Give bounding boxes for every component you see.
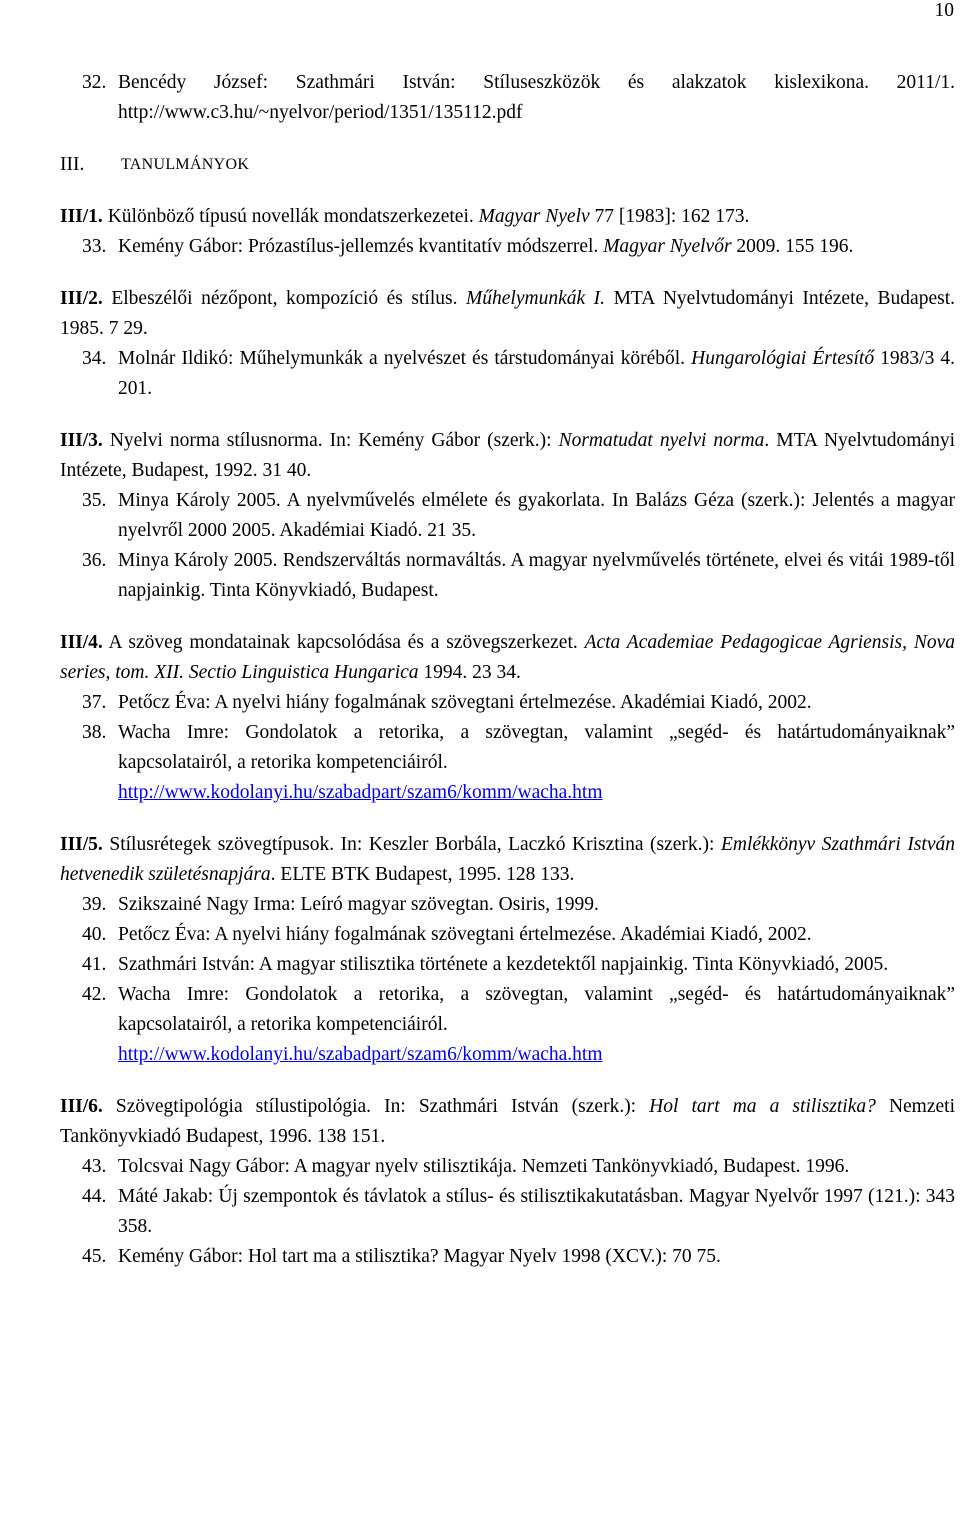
study-item <box>60 830 955 890</box>
study-journal: Acta Academiae Pedagogicae Agriensis, Nova series, tom. XII. Sectio Linguistica Hungarica <box>60 632 956 683</box>
study-text: A szöveg mondatainak kapcsolódása és a szövegszerkezet. <box>102 632 585 653</box>
study-journal: Műhelymunkák I. <box>466 288 606 309</box>
reference-text: Bencédy József: Szathmári István: Stíluseszközök és alakzatok kislexikona. 2011/1. http://www.c3.hu/~nyelvor/period/1351/135112.pdf <box>118 72 955 123</box>
reference-item <box>60 546 955 606</box>
section-roman-numeral: III. <box>60 154 85 175</box>
reference-item <box>60 950 955 980</box>
study-details: MTA Nyelvtudományi Intézete, Budapest. 1985. 7 29. <box>60 288 956 339</box>
reference-item <box>60 890 955 920</box>
study-text: Stílusrétegek szövegtípusok. In: Keszler Borbála, Laczkó Krisztina (szerk.): <box>102 834 721 855</box>
reference-link[interactable]: http://www.kodolanyi.hu/szabadpart/szam6/komm/wacha.htm <box>118 1044 603 1065</box>
reference-item <box>60 718 955 808</box>
study-item <box>60 628 955 688</box>
study-journal: Hol tart ma a stilisztika? <box>649 1096 876 1117</box>
reference-text: Tolcsvai Nagy Gábor: A magyar nyelv stilisztikája. Nemzeti Tankönyvkiadó, Budapest. 1996. <box>118 1156 850 1177</box>
reference-number: 34. <box>82 348 107 369</box>
reference-item <box>60 1152 955 1182</box>
reference-text: Wacha Imre: Gondolatok a retorika, a szövegtan, valamint „segéd- és határtudományaiknak” kapcsolatairól, a retorika kompetenciáiról. http://www.kodolanyi.hu/szabadpart/szam6/komm/wacha.htm <box>118 722 955 803</box>
reference-number: 43. <box>82 1156 107 1177</box>
study-details: 1994. 23 34. <box>418 662 521 683</box>
reference-number: 42. <box>82 984 107 1005</box>
study-text: Különböző típusú novellák mondatszerkezetei. <box>102 206 479 227</box>
study-journal: Magyar Nyelv <box>478 206 590 227</box>
reference-text: Petőcz Éva: A nyelvi hiány fogalmának szövegtani értelmezése. Akadémiai Kiadó, 2002. <box>118 924 812 945</box>
reference-number: 41. <box>82 954 107 975</box>
section-title: TANULMÁNYOK <box>121 156 250 173</box>
study-details: . ELTE BTK Budapest, 1995. 128 133. <box>270 864 575 885</box>
reference-number: 37. <box>82 692 107 713</box>
document-body <box>60 68 955 1272</box>
study-details: Nemzeti Tankönyvkiadó Budapest, 1996. 138 151. <box>60 1096 955 1147</box>
reference-text: Molnár Ildikó: Műhelymunkák a nyelvészet és társtudományai köréből. Hungarológiai Értesítő 1983/3 4. 201. <box>118 348 955 399</box>
reference-text: Szikszainé Nagy Irma: Leíró magyar szövegtan. Osiris, 1999. <box>118 894 599 915</box>
study-item <box>60 426 955 486</box>
study-code: III/4. <box>60 632 103 653</box>
reference-item <box>60 980 955 1070</box>
page-number: 10 <box>934 0 954 21</box>
reference-text: Wacha Imre: Gondolatok a retorika, a szövegtan, valamint „segéd- és határtudományaiknak” kapcsolatairól, a retorika kompetenciáiról. http://www.kodolanyi.hu/szabadpart/szam6/komm/wacha.htm <box>118 984 955 1065</box>
reference-text: Minya Károly 2005. A nyelvművelés elmélete és gyakorlata. In Balázs Géza (szerk.): Jelentés a magyar nyelvről 2000 2005. Akadémiai Kiadó. 21 35. <box>118 490 955 541</box>
section-heading <box>60 150 955 180</box>
study-text: Nyelvi norma stílusnorma. In: Kemény Gábor (szerk.): <box>102 430 559 451</box>
reference-number: 45. <box>82 1246 107 1267</box>
study-code: III/3. <box>60 430 103 451</box>
reference-item <box>60 920 955 950</box>
reference-item <box>60 344 955 404</box>
study-details: . MTA Nyelvtudományi Intézete, Budapest, 1992. 31 40. <box>60 430 956 481</box>
study-journal: Normatudat nyelvi norma <box>558 430 765 451</box>
reference-text: Szathmári István: A magyar stilisztika története a kezdetektől napjainkig. Tinta Könyvkiadó, 2005. <box>118 954 889 975</box>
study-item <box>60 202 955 232</box>
reference-link[interactable]: http://www.kodolanyi.hu/szabadpart/szam6/komm/wacha.htm <box>118 782 603 803</box>
reference-item <box>60 1242 955 1272</box>
reference-text: Kemény Gábor: Hol tart ma a stilisztika? Magyar Nyelv 1998 (XCV.): 70 75. <box>118 1246 721 1267</box>
reference-number: 39. <box>82 894 107 915</box>
study-code: III/5. <box>60 834 103 855</box>
reference-item <box>60 688 955 718</box>
study-text: Elbeszélői nézőpont, kompozíció és stílus. <box>102 288 467 309</box>
reference-number: 40. <box>82 924 107 945</box>
study-item <box>60 284 955 344</box>
reference-item <box>60 1182 955 1242</box>
reference-number: 38. <box>82 722 107 743</box>
reference-text: Minya Károly 2005. Rendszerváltás normaváltás. A magyar nyelvművelés története, elvei és vitái 1989-től napjainkig. Tinta Könyvkiadó, Budapest. <box>118 550 955 601</box>
reference-number: 32. <box>82 72 107 93</box>
reference-number: 35. <box>82 490 107 511</box>
study-code: III/1. <box>60 206 103 227</box>
reference-number: 33. <box>82 236 107 257</box>
study-item <box>60 1092 955 1152</box>
reference-text: Kemény Gábor: Prózastílus-jellemzés kvantitatív módszerrel. Magyar Nyelvőr 2009. 155 196. <box>118 236 854 257</box>
reference-text: Petőcz Éva: A nyelvi hiány fogalmának szövegtani értelmezése. Akadémiai Kiadó, 2002. <box>118 692 812 713</box>
study-code: III/6. <box>60 1096 103 1117</box>
reference-item <box>60 232 955 262</box>
reference-item <box>60 68 955 128</box>
study-journal: Emlékkönyv Szathmári István hetvenedik születésnapjára <box>60 834 955 885</box>
study-code: III/2. <box>60 288 103 309</box>
study-details: 77 [1983]: 162 173. <box>589 206 750 227</box>
reference-item <box>60 486 955 546</box>
reference-text: Máté Jakab: Új szempontok és távlatok a stílus- és stilisztikakutatásban. Magyar Nyelvőr 1997 (121.): 343 358. <box>118 1186 955 1237</box>
reference-number: 36. <box>82 550 107 571</box>
study-text: Szövegtipológia stílustipológia. In: Szathmári István (szerk.): <box>102 1096 650 1117</box>
reference-number: 44. <box>82 1186 107 1207</box>
